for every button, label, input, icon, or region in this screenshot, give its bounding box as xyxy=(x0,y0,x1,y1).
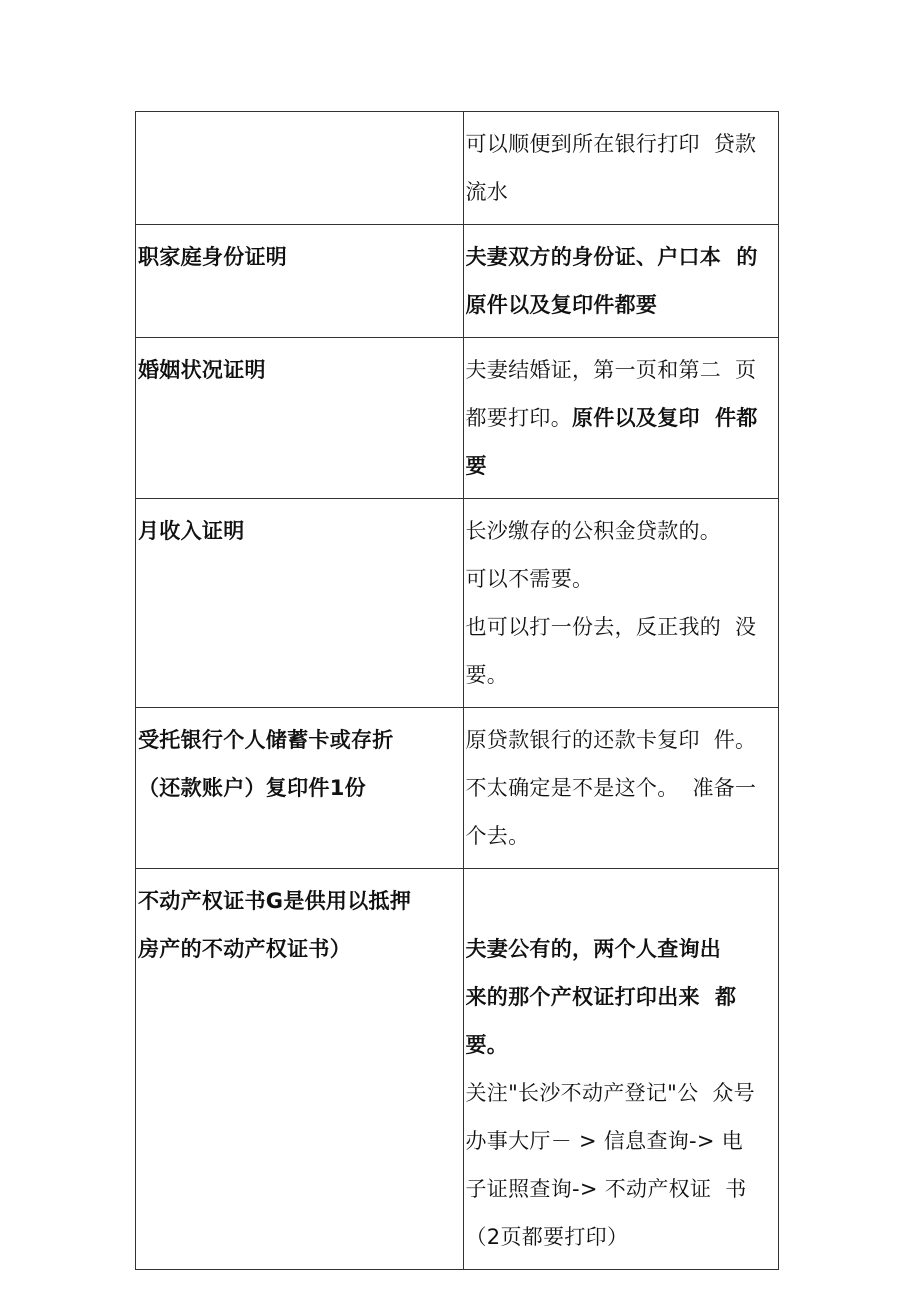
note-text-line: 夫妻双方的身份证、户口本 的 xyxy=(465,245,758,269)
table-row xyxy=(136,225,779,338)
note-cell xyxy=(463,869,779,1270)
item-cell xyxy=(136,225,464,338)
note-text-line xyxy=(466,394,779,442)
note-text-line: 长沙缴存的公积金贷款的。 xyxy=(465,519,722,543)
item-label: 房产的不动产权证书） xyxy=(138,937,351,961)
item-label: 月收入证明 xyxy=(138,519,245,543)
cell-content xyxy=(464,869,779,1269)
item-label: 职家庭身份证明 xyxy=(138,245,288,269)
note-text-line: 原件以及复印件都要 xyxy=(465,293,658,317)
note-text-line: （2页都要打印） xyxy=(465,1225,629,1249)
note-cell xyxy=(463,338,779,499)
note-text-line: 要 xyxy=(465,454,487,478)
item-cell xyxy=(136,708,464,869)
table-row xyxy=(136,708,779,869)
note-text-line: 可以顺便到所在银行打印 贷款 xyxy=(465,132,757,156)
note-text-line: 来的那个产权证打印出来 都 xyxy=(465,985,737,1009)
note-text-line: 可以不需要。 xyxy=(465,567,594,591)
table-row xyxy=(136,338,779,499)
cell-content xyxy=(464,708,779,868)
item-label: 婚姻状况证明 xyxy=(138,358,266,382)
cell-content xyxy=(136,225,463,289)
cell-content xyxy=(136,499,463,563)
note-cell xyxy=(463,225,779,338)
table-row xyxy=(136,499,779,708)
note-cell xyxy=(463,112,779,225)
cell-content xyxy=(464,112,779,224)
item-cell xyxy=(136,869,464,1270)
note-text-line: 原贷款银行的还款卡复印 件。 xyxy=(465,728,757,752)
table-row xyxy=(136,112,779,225)
item-cell xyxy=(136,499,464,708)
cell-content xyxy=(464,225,779,337)
cell-content xyxy=(136,869,463,981)
note-text-line: 夫妻公有的，两个人查询出 xyxy=(465,937,722,961)
note-cell xyxy=(463,499,779,708)
note-text-line: 夫妻结婚证，第一页和第二 页 xyxy=(465,358,757,382)
cell-content xyxy=(136,112,463,128)
item-cell xyxy=(136,112,464,225)
cell-content xyxy=(464,499,779,707)
cell-content xyxy=(464,338,779,498)
requirements-table xyxy=(135,111,779,1270)
note-text-line: 子证照查询-> 不动产权证 书 xyxy=(465,1177,747,1201)
item-label: 不动产权证书G是供用以抵押 xyxy=(138,889,412,913)
note-text-line: 关注"长沙不动产登记"公 众号 xyxy=(465,1081,755,1105)
note-text-line: 流水 xyxy=(465,180,509,204)
table-row xyxy=(136,869,779,1270)
item-cell xyxy=(136,338,464,499)
note-text-line: 要。 xyxy=(465,663,509,687)
note-cell xyxy=(463,708,779,869)
note-text-line: 要。 xyxy=(465,1033,509,1057)
note-text-segment: 原件以及复印 件都 xyxy=(572,406,758,430)
note-text-line xyxy=(466,877,779,925)
note-text-segment: 都要打印。 xyxy=(465,406,572,430)
item-label: 受托银行个人储蓄卡或存折 xyxy=(138,728,394,752)
note-text-line: 也可以打一份去，反正我的 没 xyxy=(465,615,757,639)
note-text-line: 个去。 xyxy=(465,824,530,848)
cell-content xyxy=(136,708,463,820)
note-text-line: 办事大厅－ > 信息查询-> 电 xyxy=(465,1129,744,1153)
cell-content xyxy=(136,338,463,402)
note-text-line: 不太确定是不是这个。 准备一 xyxy=(465,776,757,800)
item-label: （还款账户）复印件1份 xyxy=(138,776,366,800)
